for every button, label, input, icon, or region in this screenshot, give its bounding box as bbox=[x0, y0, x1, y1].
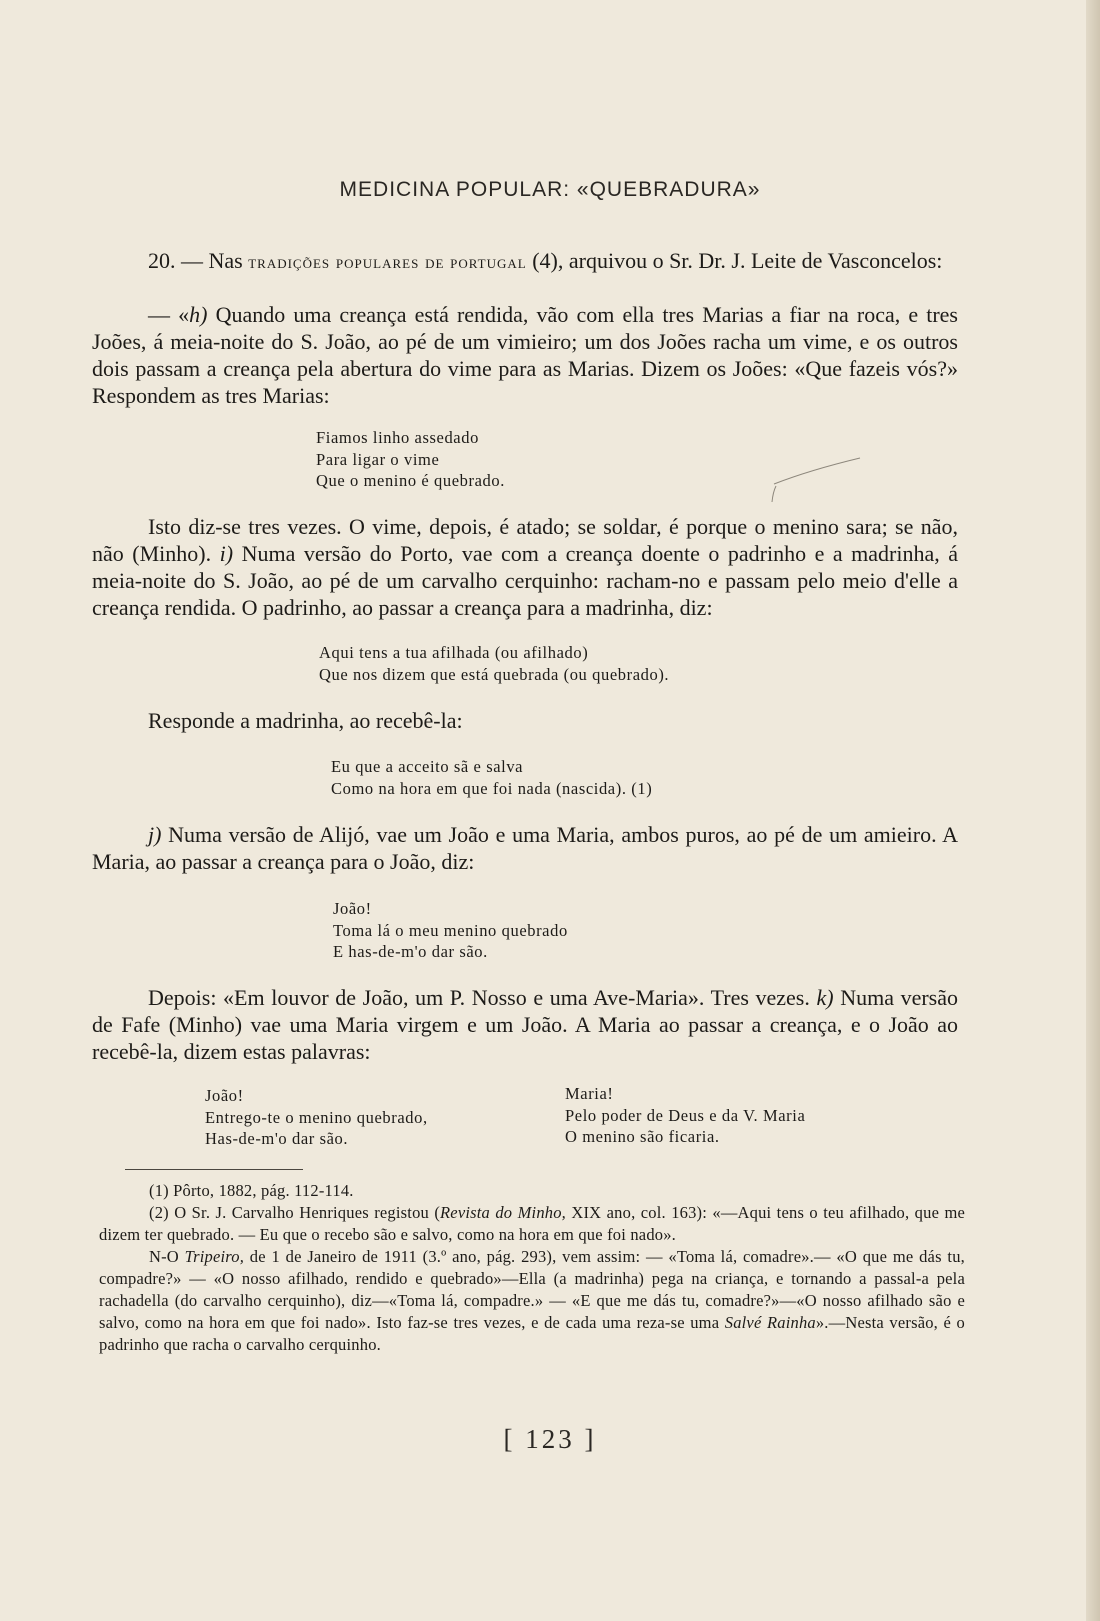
item-label-k: k) bbox=[816, 985, 834, 1010]
pencil-mark bbox=[770, 452, 880, 512]
running-header: MEDICINA POPULAR: «QUEBRADURA» bbox=[339, 178, 761, 201]
footnote-rule bbox=[125, 1169, 303, 1170]
item-label-j: j) bbox=[148, 822, 162, 847]
verse-line: Para ligar o vime bbox=[316, 449, 440, 469]
verse-line: Que nos dizem que está quebrada (ou quebrado). bbox=[319, 664, 670, 684]
footnote-1: (1) Pôrto, 1882, pág. 112-114. bbox=[149, 1181, 354, 1200]
verse-line: Que o menino é quebrado. bbox=[316, 471, 505, 490]
verse-block-3 bbox=[331, 756, 652, 799]
verse-block-4 bbox=[333, 898, 568, 963]
paragraph-20-intro-pre: — Nas bbox=[175, 248, 249, 273]
verse-line: Fiamos linho assedado bbox=[316, 428, 479, 447]
footnote-3-journal: Tripeiro, bbox=[184, 1247, 245, 1266]
paragraph-h bbox=[92, 301, 958, 409]
source-title: tradições populares de portugal bbox=[248, 252, 527, 273]
paragraph-k-text-a: Depois: «Em louvor de João, um P. Nosso e uma Ave-Maria». Tres vezes. bbox=[148, 985, 817, 1010]
verse-block-5-left bbox=[205, 1085, 428, 1150]
paragraph-i bbox=[92, 513, 958, 621]
footnote-2-journal: Revista do Minho, bbox=[440, 1203, 567, 1222]
paragraph-20 bbox=[92, 247, 958, 276]
footnote-2-continued bbox=[99, 1246, 965, 1356]
footnote-2 bbox=[99, 1202, 965, 1246]
footnote-2-text-a: (2) O Sr. J. Carvalho Henriques registou ( bbox=[149, 1203, 441, 1222]
footnote-3-text-b: de 1 de Janeiro de 1911 (3.º ano, pág. 293), vem assim: — «Toma lá, comadre».— «O que me dás tu, compadre?» — «O nosso afilhado, rendido e quebrado»—Ella (a madrinha) pega na criança, e tornando a passal-a pela rachadella (do carvalho cerquinho), diz—«Toma lá, compadre.» — «E que me dás tu, comadre?»—«O nosso afilhado são e salvo, como na hora em que foi nado». Isto faz-se tres vezes, e de cada uma reza-se uma bbox=[99, 1247, 965, 1332]
quote-dash: — « bbox=[148, 302, 190, 327]
verse-line: Eu que a acceito sã e salva bbox=[331, 757, 524, 776]
paragraph-j-text: Numa versão de Alijó, vae um João e uma Maria, ambos puros, ao pé de um amieiro. A Maria, ao passar a creança para o João, diz: bbox=[92, 822, 958, 874]
footnote-3-text-c: ».—Nesta versão, é o padrinho que racha o carvalho cerquinho. bbox=[99, 1313, 965, 1354]
verse-line: Toma lá o meu menino quebrado bbox=[333, 920, 568, 940]
item-label-i: i) bbox=[219, 541, 234, 566]
verse-line: Maria! bbox=[565, 1084, 614, 1103]
paragraph-20-intro-post: (4), arquivou o Sr. Dr. J. Leite de Vasconcelos: bbox=[526, 248, 943, 273]
verse-block-1 bbox=[316, 427, 505, 492]
paragraph-h-text: Quando uma creança está rendida, vão com ella tres Marias a fiar na roca, e tres Joões, á meia-noite do S. João, ao pé de um vimieiro; um dos Joões racha um vime, e os outros dois passam a creança pela abertura do vime para as Marias. Dizem os Joões: «Que fazeis vós?» Respondem as tres Marias: bbox=[92, 302, 958, 408]
page-edge bbox=[1086, 0, 1100, 1621]
paragraph-k bbox=[92, 984, 958, 1065]
page-number: [ 123 ] bbox=[503, 1424, 597, 1454]
verse-line: O menino são ficaria. bbox=[565, 1127, 720, 1146]
item-label-h: h) bbox=[189, 302, 208, 327]
paragraph-i-text-a: Isto diz-se tres vezes. O vime, depois, é atado; se soldar, é porque o menino sara; se não, não (Minho). bbox=[92, 514, 958, 566]
paragraph-i-text-b: Numa versão do Porto, vae com a creança doente o padrinho e a madrinha, á meia-noite do S. João, ao pé de um carvalho cerquinho: racham-no e passam pelo meio d'elle a creança rendida. O padrinho, ao passar a creança para a madrinha, diz: bbox=[92, 541, 958, 620]
verse-line: Entrego-te o menino quebrado, bbox=[205, 1107, 428, 1127]
verse-line: João! bbox=[333, 899, 372, 918]
verse-line: E has-de-m'o dar são. bbox=[333, 942, 488, 961]
footnote-3-text-a: N-O bbox=[149, 1247, 185, 1266]
verse-line: Como na hora em que foi nada (nascida). (1) bbox=[331, 778, 653, 798]
verse-line: Has-de-m'o dar são. bbox=[205, 1129, 349, 1148]
verse-block-2 bbox=[319, 642, 669, 685]
verse-line: João! bbox=[205, 1086, 244, 1105]
verse-block-5-right bbox=[565, 1083, 805, 1148]
footnote-2-text-b: XIX ano, col. 163): «—Aqui tens o teu afilhado, que me dizem ter quebrado. — Eu que o recebo são e salvo, como na hora em que foi nado». bbox=[99, 1203, 966, 1244]
paragraph-k-text-b: Numa versão de Fafe (Minho) vae uma Maria virgem e um João. A Maria ao passar a creança, e o João ao recebê-la, dizem estas palavras: bbox=[92, 985, 958, 1064]
paragraph-j bbox=[92, 821, 958, 875]
verse-line: Pelo poder de Deus e da V. Maria bbox=[565, 1105, 806, 1125]
footnotes bbox=[99, 1180, 965, 1356]
paragraph-number: 20. bbox=[148, 248, 176, 273]
paragraph-responde: Responde a madrinha, ao recebê-la: bbox=[148, 708, 463, 733]
verse-line: Aqui tens a tua afilhada (ou afilhado) bbox=[319, 643, 589, 662]
footnote-3-prayer: Salvé Rainha bbox=[724, 1313, 816, 1332]
